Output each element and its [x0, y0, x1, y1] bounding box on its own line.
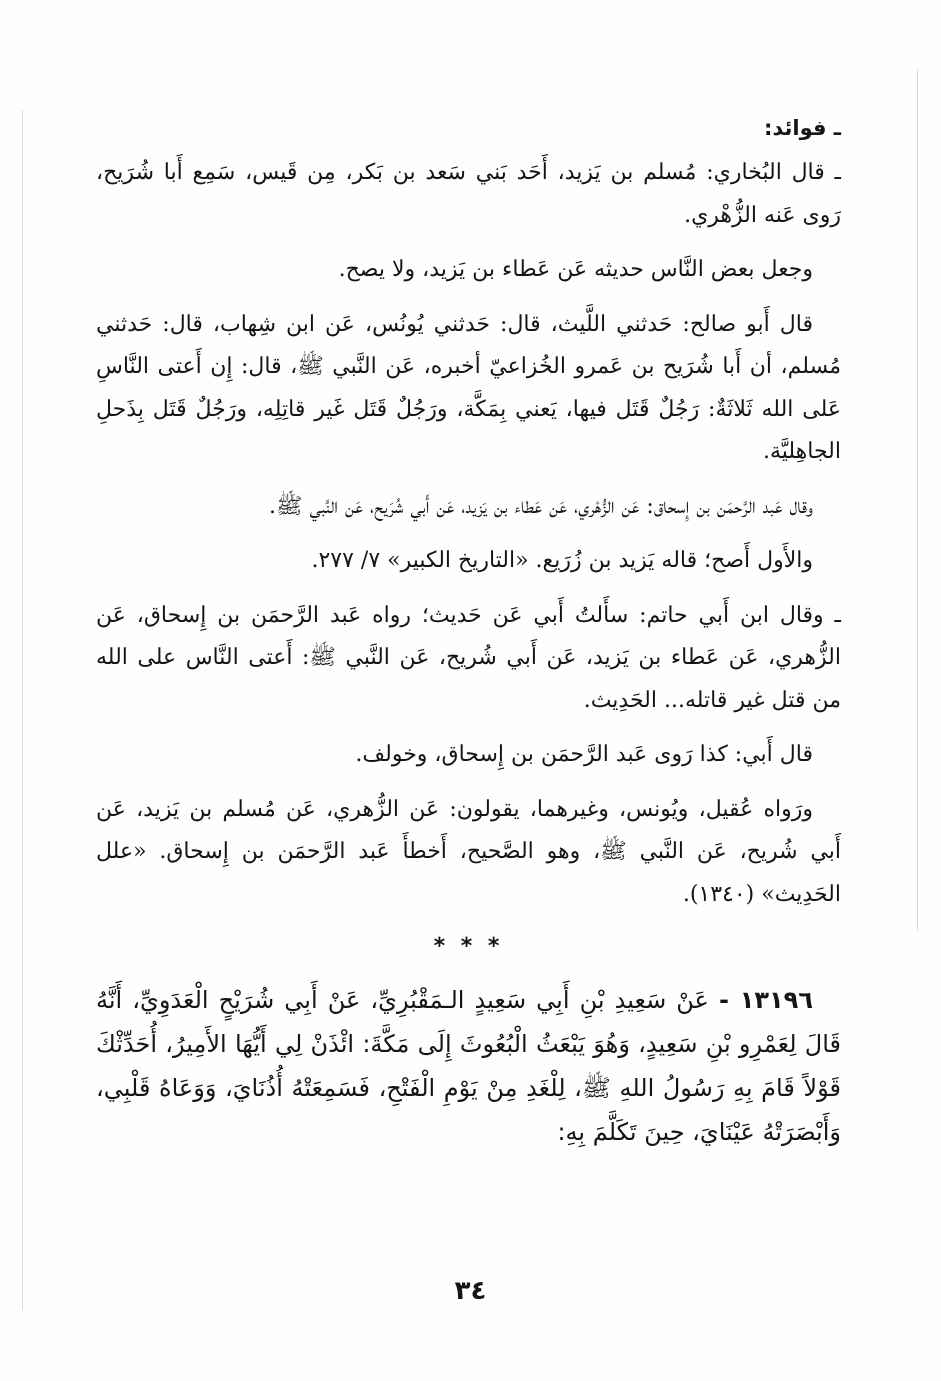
paragraph-tarikh-reference: والأَول أَصح؛ قاله يَزيد بن زُرَيع. «التاريخ الكبير» ٧/ ٢٧٧.: [311, 548, 813, 573]
paragraph-note: وجعل بعض النَّاس حديثه عَن عَطاء بن يَزيد، ولا يصح.: [338, 257, 813, 282]
paragraph-qala-abi: قال أَبي: كذا رَوى عَبد الرَّحمَن بن إِسحاق، وخولف.: [355, 742, 813, 767]
main-text: [96, 106, 841, 1154]
paragraph-abu-salih: قال أَبو صالح: حَدثني اللَّيث، قال: حَدثني يُونُس، عَن ابن شِهاب، قال: حَدثني مُسلم، أن أَبا شُرَيح بن عَمرو الخُزاعيّ أخبره، عَن النَّبي ﷺ، قال: إِن أَعتى النَّاسِ عَلى الله ثَلاثَةٌ: رَجُلٌ قَتَل فيها، يَعني بِمَكَّة، ورَجُلٌ قَتَل غَير قاتِلِه، ورَجُلٌ قَتَل بِذَحلِ الجاهِليَّة.: [96, 311, 841, 464]
scan-margin-right: [917, 70, 918, 930]
paragraph-ilal-reference: ورَواه عُقيل، ويُونس، وغيرهما، يقولون: عَن الزُّهري، عَن مُسلم بن يَزيد، عَن أَبي شُريح، عَن النَّبي ﷺ، وهو الصَّحيح، أَخطأَ عَبد الرَّحمَن بن إِسحاق. «علل الحَدِيث» (١٣٤٠).: [96, 796, 841, 907]
section-separator: * * *: [433, 934, 504, 959]
hadith-number: ١٣١٩٦ -: [718, 986, 813, 1014]
paragraph-abdulrahman: وقال عَبد الرَّحمَن بن إِسحاق: عَن الزُّهْري، عَن عَطاء بن يَزيد، عَن أَبي شُرَيح، عَن النَّبي ﷺ.: [269, 493, 813, 519]
scan-margin-left: [22, 110, 23, 1310]
paragraph-bukhari: ـ قال البُخاري: مُسلم بن يَزيد، أَحَد بَني سَعد بن بَكر، مِن قَيس، سَمِع أَبا شُرَيح، رَوى عَنه الزُّهْري.: [96, 160, 841, 228]
paragraph-ibn-abi-hatim: ـ وقال ابن أَبي حاتم: سأَلتُ أَبي عَن حَديث؛ رواه عَبد الرَّحمَن بن إِسحاق، عَن الزُّهري، عَن عَطاء بن يَزيد، عَن أَبي شُريح، عَن النَّبي ﷺ: أَعتى النَّاس على الله من قتل غير قاتله... الحَدِيث.: [96, 602, 841, 713]
page-number: ٣٤: [454, 1276, 487, 1306]
hadith-text: عَنْ سَعِيدِ بْنِ أَبِي سَعِيدٍ الـمَقْبُرِيِّ، عَنْ أَبِي شُرَيْحٍ الْعَدَوِيِّ، أَنَّهُ قَالَ لِعَمْرِو بْنِ سَعِيدٍ، وَهُوَ يَبْعَثُ الْبُعُوثَ إِلَى مَكَّةَ: ائْذَنْ لِي أَيُّهَا الأَمِيرُ، أُحَدِّثْكَ قَوْلاً قَامَ بِهِ رَسُولُ اللهِ ﷺ، لِلْغَدِ مِنْ يَوْمِ الْفَتْحِ، فَسَمِعَتْهُ أُذُنَايَ، وَوَعَاهُ قَلْبِي، وَأَبْصَرَتْهُ عَيْنَايَ، حِينَ تَكَلَّمَ بِهِ:: [96, 986, 841, 1146]
hadith-entry: [96, 978, 841, 1154]
section-heading-benefits: ـ فوائد:: [763, 116, 841, 140]
